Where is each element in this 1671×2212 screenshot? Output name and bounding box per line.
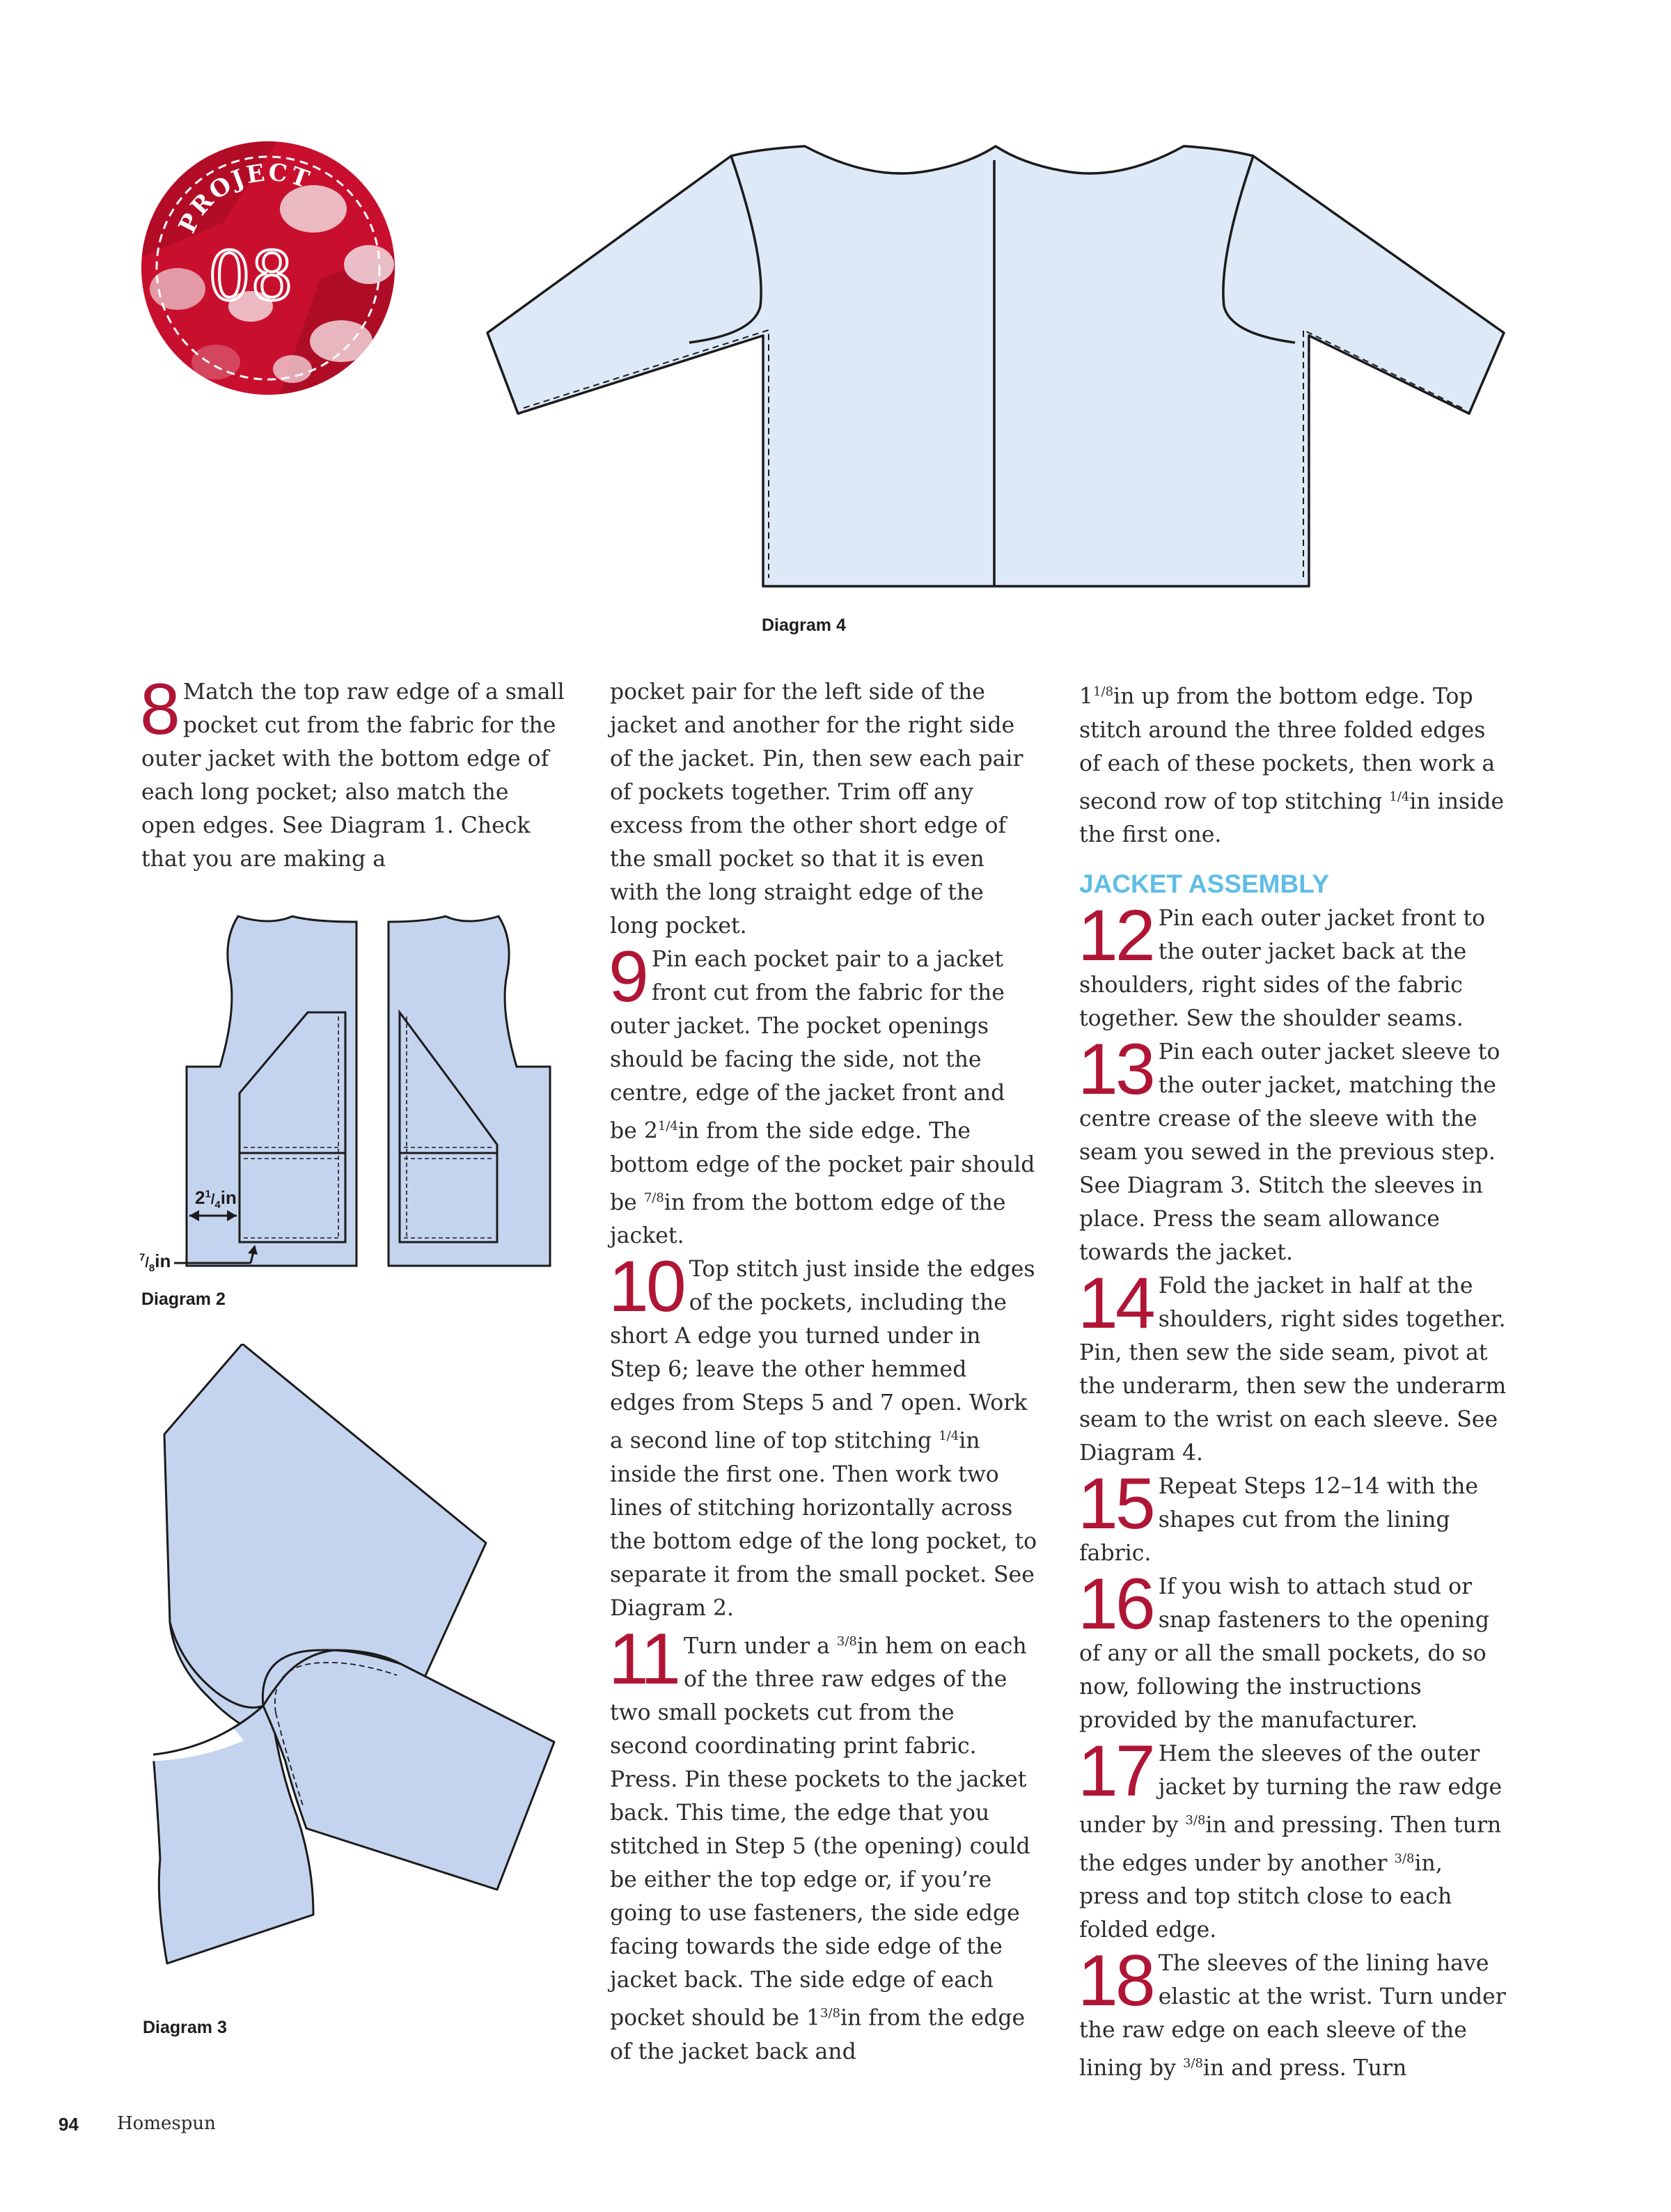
diagram-2-caption: Diagram 2 [141,1289,226,1309]
step-text: in and pressing. Then turn the edges under by another [1079,1812,1502,1876]
step-text: in, press and top stitch close to each folded edge. [1079,1851,1452,1943]
step-number: 18 [1078,1940,1153,2021]
badge-petal [344,245,394,284]
page-number: 94 [58,2114,79,2135]
diagram-3-caption: Diagram 3 [143,2018,227,2037]
step-15 [1078,1464,1507,1570]
publication-name: Homespun [117,2113,216,2134]
step-number: 8 [140,669,178,750]
step-number: 10 [609,1246,684,1327]
badge-petal [150,268,205,310]
step-text: If you wish to attach stud or snap fasteners to the opening of any or all the small pockets, do so now, following the instructions provided by the manufacturer. [1079,1574,1489,1733]
step-14 [1078,1263,1507,1470]
step-number: 13 [1078,1029,1153,1110]
fraction: 7/8 [643,1190,664,1205]
step-text: Pin each pocket pair to a jacket front cut from the fabric for the outer jacket. The pocket openings should be facing the side, not the centre, edge of the jacket front and be 2 [610,947,1005,1144]
diagram-4-clean [480,132,1511,592]
step-number: 11 [609,1618,678,1700]
step-number: 14 [1078,1263,1153,1344]
fraction: 3/8 [1394,1851,1415,1866]
step-9 [609,936,1038,1253]
step-text: Pin each outer jacket front to the outer jacket back at the shoulders, right sides of the fabric together. Sew the shoulder seams. [1079,906,1486,1031]
bottom-label: $^7/_8in$ [139,1250,171,1275]
step-text: Pin each outer jacket sleeve to the outer jacket, matching the centre crease of the sleeve with the seam you sewed in the previous step. See Diagram 3. Stitch the sleeves in place. Press the seam allowance towards the jacket. [1079,1040,1500,1265]
step-8 [140,669,570,876]
continued-text: $1^{1/8}in$ up from the bottom edge. Top stitch around the three folded edges of each of these pockets, then work a second row of top stitching $^{1/4}$in inside the first one. [1079,684,1505,847]
badge-petal [273,355,312,383]
section-heading: JACKET ASSEMBLY [1079,870,1330,898]
step-text: in hem on each of the three raw edges of the two small pockets cut from the second coordinating print fabric. Press. Pin these pockets to the jacket back. This time, the edge that you stitched in Step 5 (the opening) could be either the top edge or, if you’re going to use fasteners, the side edge facing towards the side edge of the jacket back. The side edge of each pocket should be 1 [610,1633,1030,2031]
step-11 [609,1618,1038,2069]
right-front-panel [389,916,550,1266]
step-text: Top stitch just inside the edges of the pockets, including the short A edge you turned under in Step 6; leave the other hemmed edges from Steps 5 and 7 open. Work a second line of top stitching [610,1257,1035,1454]
fraction: 1/4 [657,1119,678,1134]
project-badge [139,139,397,397]
step-number: 17 [1078,1731,1153,1812]
step-text: Fold the jacket in half at the shoulders, right sides together. Pin, then sew the side seam, pivot at the underarm, then sew the underarm seam to the wrist on each sleeve. See Diagram 4. [1079,1273,1507,1466]
step-13 [1078,1029,1507,1269]
badge-label: PROJECT [173,158,315,238]
step-text: in from the edge of the jacket back and [610,2005,1026,2064]
left-front-panel [187,916,356,1266]
column-1 [140,669,570,876]
diagram-4-caption: Diagram 4 [762,615,846,635]
diagram-3 [139,1344,599,2012]
badge-number: 08 [207,237,294,315]
step-17 [1078,1731,1507,1947]
width-label: $2^1/_4in$ [195,1187,237,1211]
fraction: 3/8 [1185,1813,1206,1828]
step-text: in from the bottom edge of the jacket. [610,1190,1006,1248]
step-number: 12 [1078,895,1153,976]
step-number: 16 [1078,1564,1153,1645]
fraction: 3/8 [1182,2056,1203,2071]
step-10 [609,1246,1038,1625]
step-text: Turn under a [683,1633,837,1658]
step-text: in inside the first one. Then work two lines of stitching horizontally across the bottom edge of the long pocket, to separate it from the small pocket. See Diagram 2. [610,1428,1037,1621]
step-text: The sleeves of the lining have elastic at the wrist. Turn under the raw edge on each sleeve of the lining by [1079,1951,1506,2081]
column-2 [610,675,1038,2069]
step-16 [1078,1564,1507,1737]
column-3 [1079,675,1507,2085]
step-number: 9 [609,936,646,1017]
diagram-2 [132,905,585,1267]
step-number: 15 [1078,1464,1153,1544]
continued-text: pocket pair for the left side of the jacket and another for the right side of the jacket. Pin, then sew each pair of pockets together. Trim off any excess from the other short edge of the small pocket so that it is even with the long straight edge of the long pocket. [610,680,1023,939]
step-text: in and press. Turn [1202,2055,1407,2081]
step-text: Match the top raw edge of a small pocket cut from the fabric for the outer jacket with the bottom edge of each long pocket; also match the open edges. See Diagram 1. Check that you are making a [141,680,565,872]
step-18 [1078,1940,1507,2085]
badge-petal [280,185,347,233]
fraction: 3/8 [820,2006,840,2021]
fraction: 1/4 [939,1429,959,1443]
fraction: 3/8 [836,1633,857,1649]
step-text: in from the side edge. The bottom edge of the pocket pair should be [610,1118,1035,1215]
step-text: Hem the sleeves of the outer jacket by turning the raw edge under by [1079,1741,1503,1838]
step-12 [1078,895,1507,1035]
step-text: Repeat Steps 12–14 with the shapes cut from the lining fabric. [1079,1474,1479,1566]
